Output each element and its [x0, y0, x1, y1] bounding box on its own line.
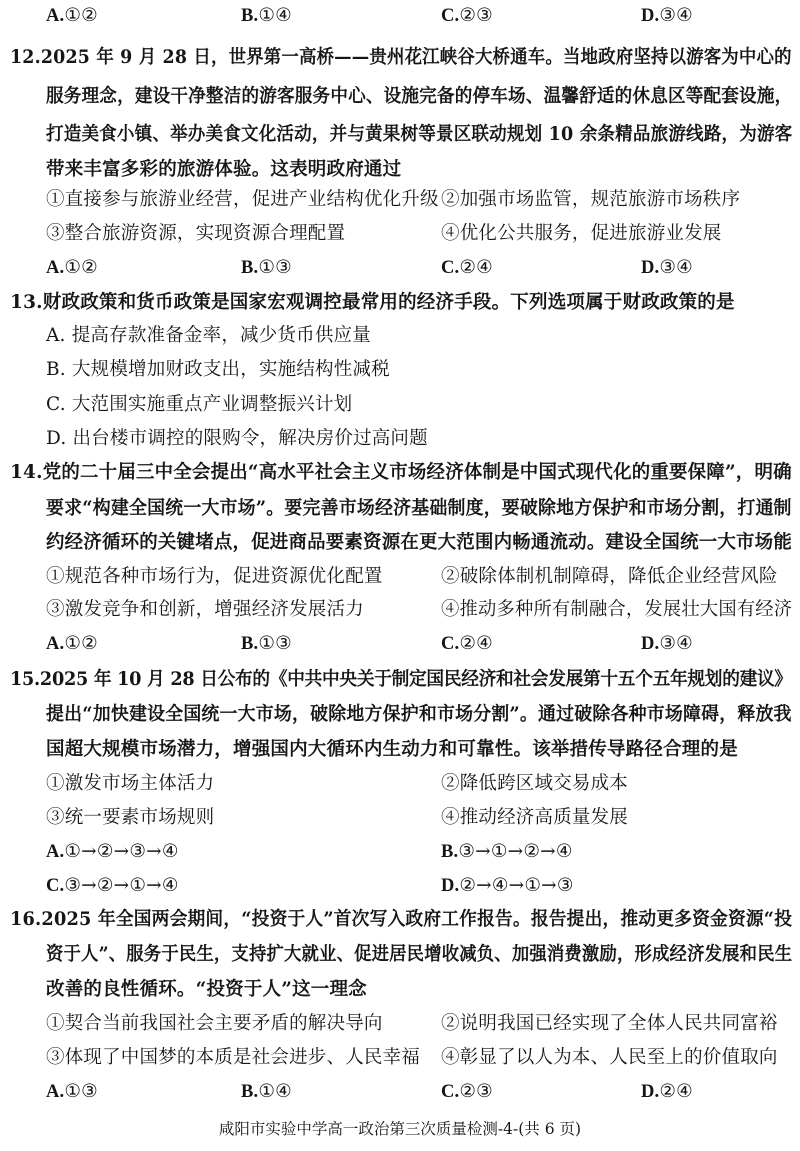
q12-choice-d: D.③④ [641, 257, 693, 278]
q16-choice-b: B.①④ [241, 1081, 292, 1102]
q13-choice-b: B. 大规模增加财政支出，实施结构性减税 [46, 359, 390, 380]
q12-option-2: ②加强市场监管，规范旅游市场秩序 [441, 189, 741, 210]
q14-choice-c: C.②④ [441, 633, 493, 654]
q16-option-1: ①契合当前我国社会主要矛盾的解决导向 [46, 1013, 383, 1034]
q14-choice-d: D.③④ [641, 633, 693, 654]
q12-choice-c: C.②④ [441, 257, 493, 278]
q12-stem-line-3: 打造美食小镇、举办美食文化活动，并与黄果树等景区联动规划 10 余条精品旅游线路，为游客 [46, 124, 793, 145]
q11-choice-d: D.③④ [641, 5, 693, 26]
q15-option-4: ④推动经济高质量发展 [441, 807, 629, 828]
q12-option-3: ③整合旅游资源，实现资源合理配置 [46, 223, 346, 244]
q16-stem-line-2: 资于人”、服务于民生，支持扩大就业、促进居民增收减负、加强消费激励，形成经济发展和民生 [46, 944, 793, 965]
q16-option-4: ④彰显了以人为本、人民至上的价值取向 [441, 1047, 778, 1068]
q15-choice-a: A.①→②→③→④ [46, 841, 179, 862]
page-footer: 咸阳市实验中学高一政治第三次质量检测-4-(共 6 页) [218, 1120, 582, 1138]
q14-choice-b: B.①③ [241, 633, 292, 654]
q15-choice-c: C.③→②→①→④ [46, 875, 179, 896]
q15-choice-d: D.②→④→①→③ [441, 875, 574, 896]
q14-option-3: ③激发竞争和创新，增强经济发展活力 [46, 599, 364, 620]
q12-stem-line-1: 12.2025 年 9 月 28 日，世界第一高桥——贵州花江峡谷大桥通车。当地政府坚持以游客为中心的 [10, 47, 792, 68]
q15-option-1: ①激发市场主体活力 [46, 773, 215, 794]
q16-stem-line-1: 16.2025 年全国两会期间，“投资于人”首次写入政府工作报告。报告提出，推动更多资金资源“投 [10, 909, 793, 930]
q16-choice-d: D.②④ [641, 1081, 693, 1102]
q16-stem-line-3: 改善的良性循环。“投资于人”这一理念 [46, 979, 367, 1000]
q14-stem-line-1: 14.党的二十届三中全会提出“高水平社会主义市场经济体制是中国式现代化的重要保障”，明确 [10, 462, 792, 483]
q12-choice-a: A.①② [46, 257, 98, 278]
q11-choice-b: B.①④ [241, 5, 292, 26]
q11-choice-a: A.①② [46, 5, 98, 26]
q14-stem-line-2: 要求“构建全国统一大市场”。要完善市场经济基础制度，要破除地方保护和市场分割，打通制 [46, 498, 792, 519]
q16-option-2: ②说明我国已经实现了全体人民共同富裕 [441, 1013, 778, 1034]
q11-choice-c: C.②③ [441, 5, 493, 26]
q15-stem-line-3: 国超大规模市场潜力，增强国内大循环内生动力和可靠性。该举措传导路径合理的是 [46, 739, 738, 760]
q12-option-4: ④优化公共服务，促进旅游业发展 [441, 223, 722, 244]
q15-option-3: ③统一要素市场规则 [46, 807, 215, 828]
q15-stem-line-1: 15.2025 年 10 月 28 日公布的《中共中央关于制定国民经济和社会发展第十五个五年规划的建议》 [10, 669, 792, 690]
q15-stem-line-2: 提出“加快建设全国统一大市场，破除地方保护和市场分割”。通过破除各种市场障碍，释放我 [46, 704, 792, 725]
q13-choice-a: A. 提高存款准备金率，减少货币供应量 [46, 325, 371, 346]
q14-option-2: ②破除体制机制障碍，降低企业经营风险 [441, 566, 778, 587]
q12-stem-line-2: 服务理念，建设干净整洁的游客服务中心、设施完备的停车场、温馨舒适的休息区等配套设施， [46, 86, 793, 107]
q12-choice-b: B.①③ [241, 257, 292, 278]
q12-option-1: ①直接参与旅游业经营，促进产业结构优化升级 [46, 189, 439, 210]
q15-choice-b: B.③→①→②→④ [441, 841, 573, 862]
q13-choice-c: C. 大范围实施重点产业调整振兴计划 [46, 394, 353, 415]
q13-choice-d: D. 出台楼市调控的限购令，解决房价过高问题 [46, 428, 428, 449]
q12-stem-line-4: 带来丰富多彩的旅游体验。这表明政府通过 [46, 159, 402, 180]
q14-option-1: ①规范各种市场行为，促进资源优化配置 [46, 566, 383, 587]
q13-stem-line-1: 13.财政政策和货币政策是国家宏观调控最常用的经济手段。下列选项属于财政政策的是 [10, 292, 735, 313]
q16-choice-a: A.①③ [46, 1081, 98, 1102]
q14-choice-a: A.①② [46, 633, 98, 654]
q16-choice-c: C.②③ [441, 1081, 493, 1102]
q14-option-4: ④推动多种所有制融合，发展壮大国有经济 [441, 599, 793, 620]
q16-option-3: ③体现了中国梦的本质是社会进步、人民幸福 [46, 1047, 421, 1068]
q14-stem-line-3: 约经济循环的关键堵点，促进商品要素资源在更大范围内畅通流动。建设全国统一大市场能 [46, 532, 792, 553]
q15-option-2: ②降低跨区域交易成本 [441, 773, 629, 794]
